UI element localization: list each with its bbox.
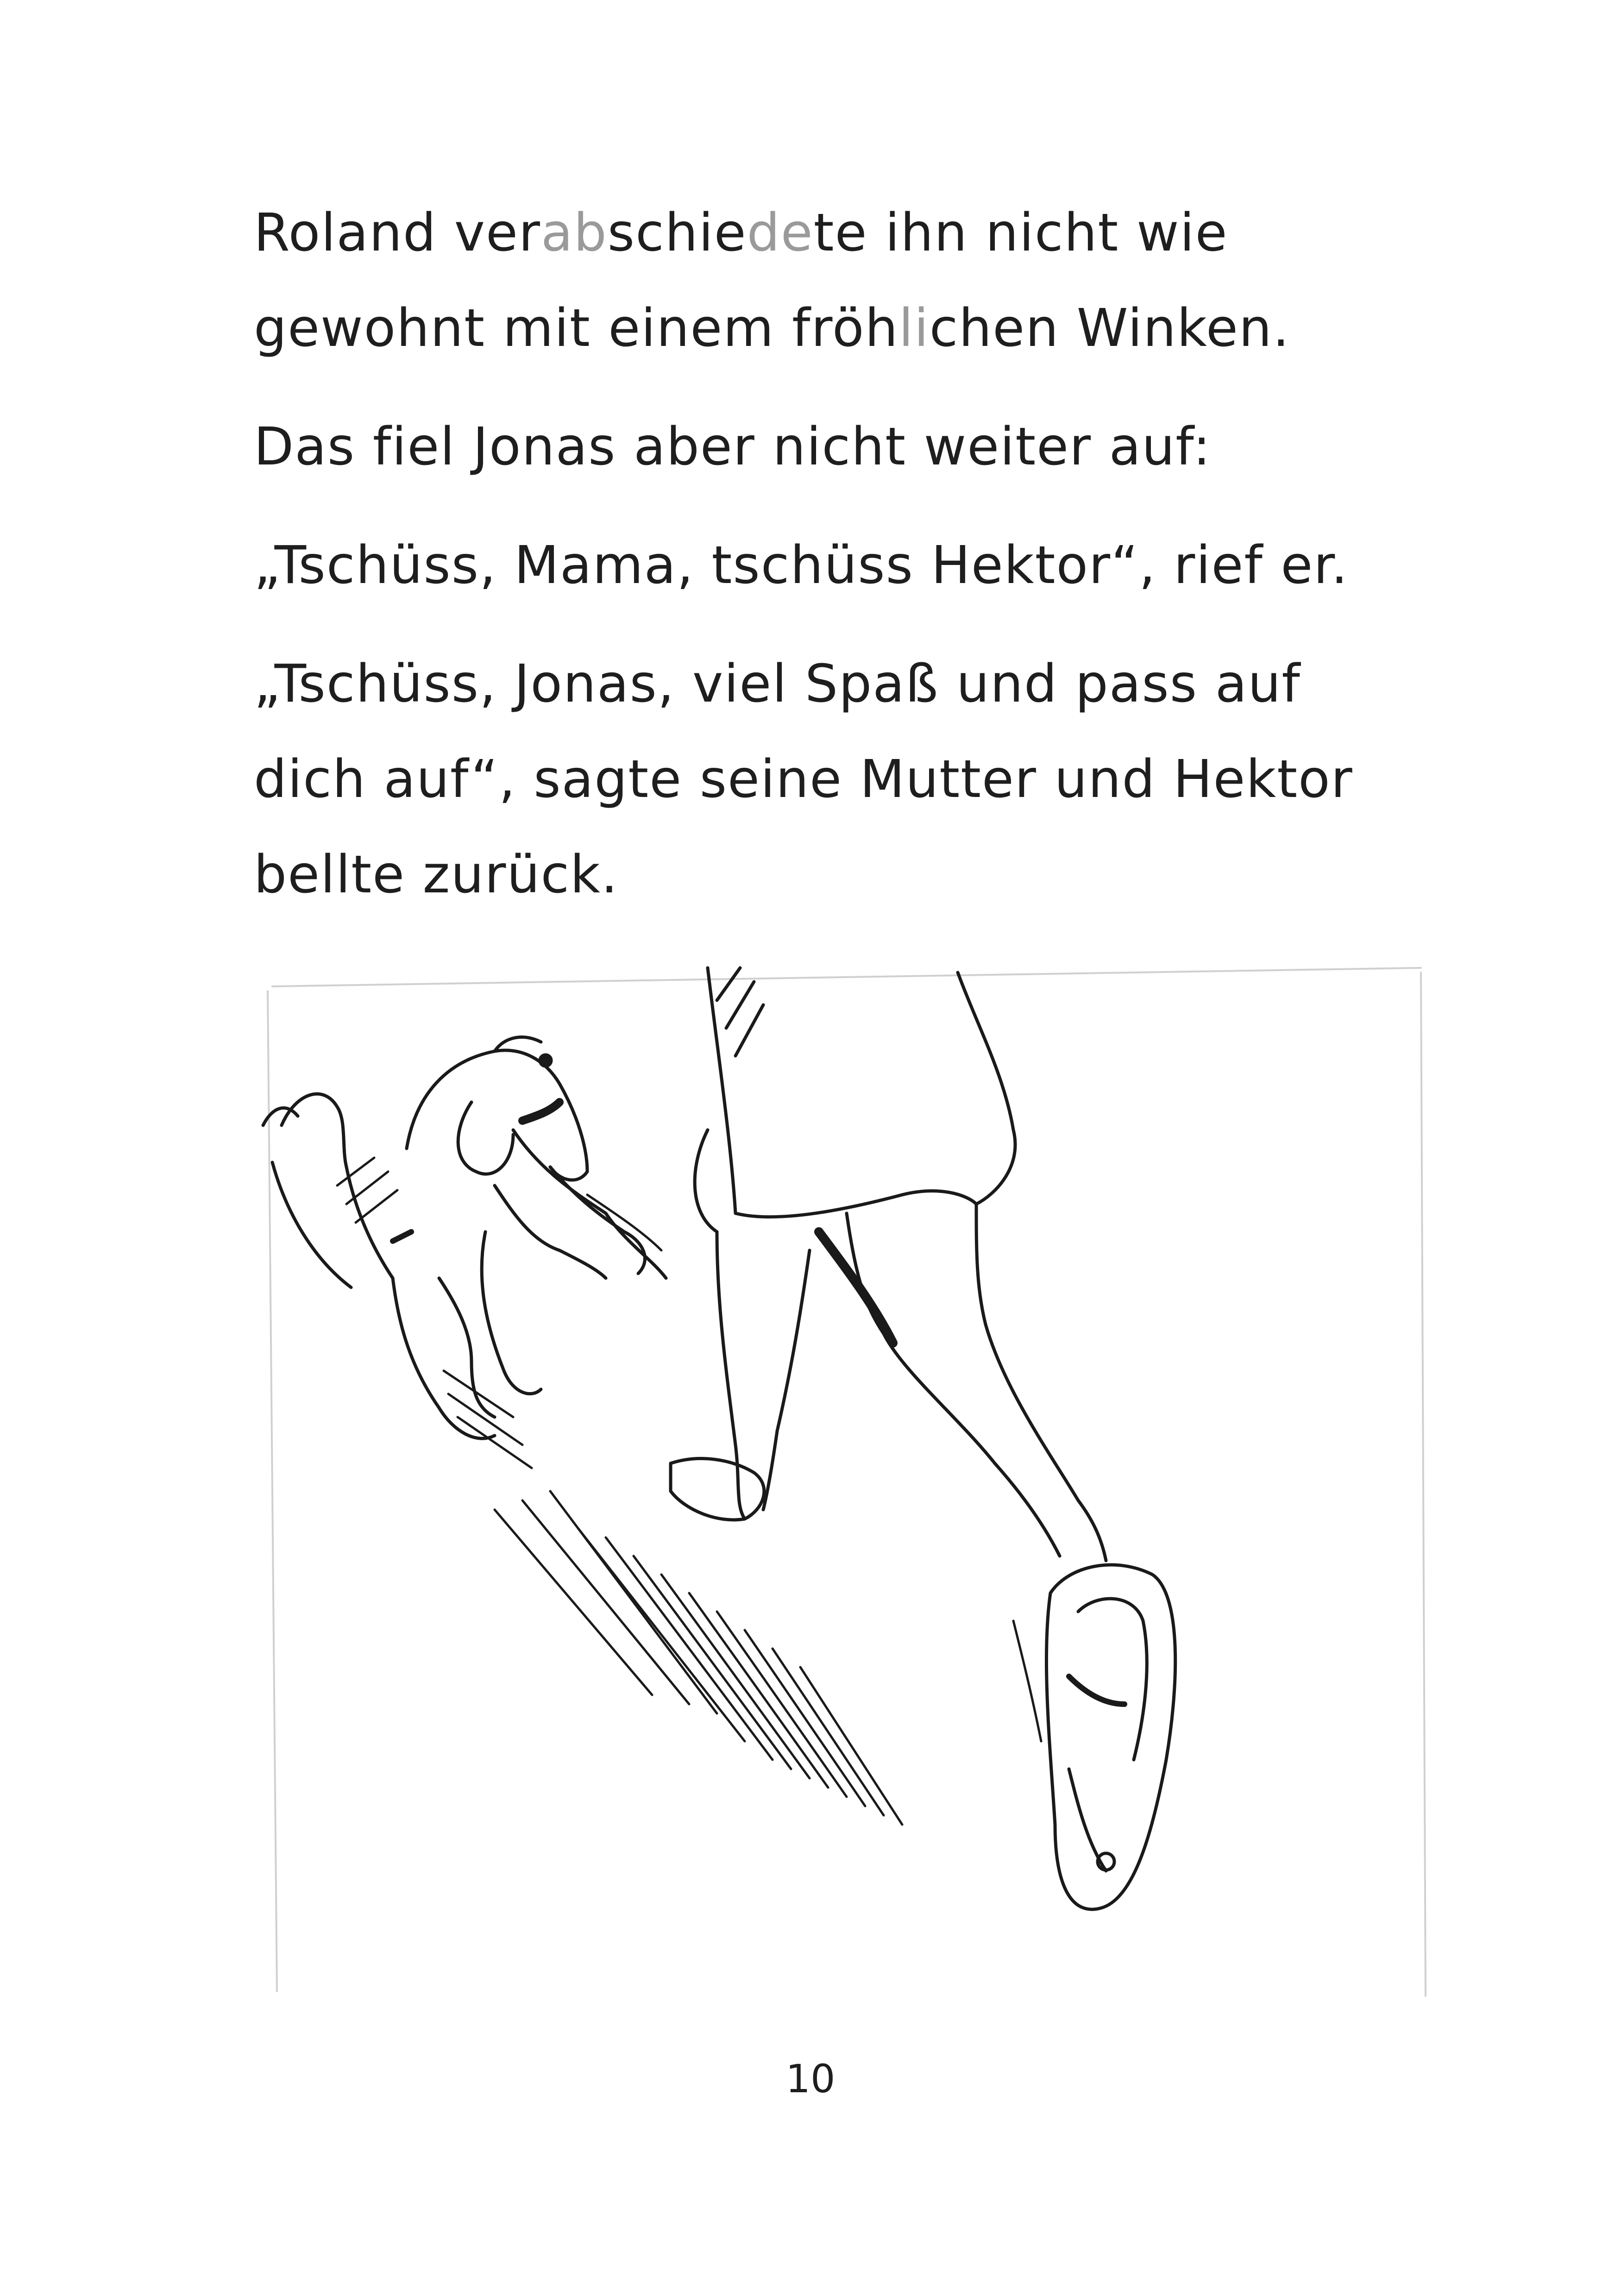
text-line: Das fiel Jonas aber nicht weiter auf: — [254, 417, 1212, 477]
text-line: dich auf“, sagte seine Mutter und Hektor — [254, 749, 1353, 809]
text-segment: chen Winken. — [929, 298, 1290, 358]
text-segment: te ihn nicht wie — [813, 203, 1228, 263]
paragraph-2 — [254, 399, 1504, 495]
dog-figure — [263, 1037, 666, 1439]
story-text — [254, 185, 1504, 946]
text-line — [254, 281, 1504, 376]
boy-figure — [671, 968, 1106, 1561]
dog-and-boy-illustration — [254, 954, 1430, 2001]
text-line: „Tschüss, Jonas, viel Spaß und pass auf — [254, 654, 1301, 714]
syllable-highlight: de — [747, 203, 814, 263]
paragraph-3 — [254, 518, 1504, 613]
paragraph-1 — [254, 185, 1504, 376]
text-line: „Tschüss, Mama, tschüss Hektor“, rief er. — [254, 535, 1349, 596]
shoe-sole — [1013, 1565, 1175, 1909]
text-line — [254, 185, 1504, 281]
text-segment: Roland ver — [254, 203, 541, 263]
page-number: 10 — [785, 2056, 836, 2102]
syllable-highlight: ab — [540, 203, 608, 263]
text-segment: gewohnt mit einem fröh — [254, 298, 899, 358]
syllable-highlight: li — [898, 298, 930, 358]
paragraph-4 — [254, 636, 1504, 922]
text-line: bellte zurück. — [254, 845, 619, 905]
text-segment: schie — [607, 203, 747, 263]
